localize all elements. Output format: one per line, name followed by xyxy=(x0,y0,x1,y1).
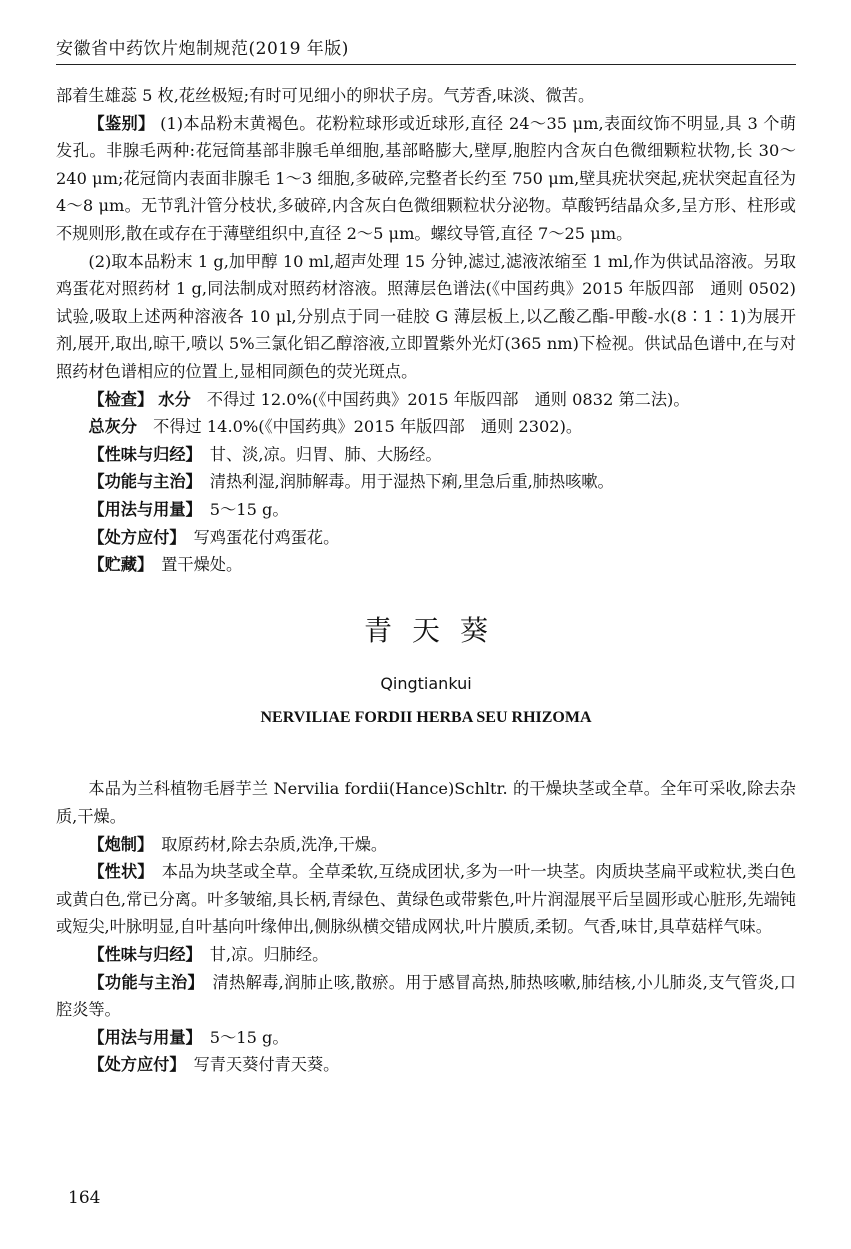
prev-description-tail: 部着生雄蕊 5 枚,花丝极短;有时可见细小的卵状子房。气芳香,味淡、微苦。 xyxy=(56,86,595,105)
prev-identification-1 xyxy=(56,110,796,248)
section-label: 【性状】 xyxy=(88,862,146,882)
entry-title: 青天葵 xyxy=(363,613,508,647)
section-text: 写青天葵付青天葵。 xyxy=(193,1055,340,1075)
section-label: 【用法与用量】 xyxy=(88,499,194,519)
entry-usage xyxy=(56,1024,796,1052)
section-text: 清热解毒,润肺止咳,散瘀。用于感冒高热,肺热咳嗽,肺结核,小儿肺炎,支气管炎,口腔炎等。 xyxy=(56,972,796,1020)
section-text: 写鸡蛋花付鸡蛋花。 xyxy=(193,527,340,547)
section-label: 【用法与用量】 xyxy=(88,1027,194,1047)
entry-characters xyxy=(56,858,796,941)
section-label: 【鉴别】 xyxy=(88,113,155,133)
entry-nature xyxy=(56,941,796,969)
prev-usage xyxy=(56,496,796,524)
prev-storage xyxy=(56,551,796,579)
entry-prescription xyxy=(56,1051,796,1079)
page-number: 164 xyxy=(68,1188,101,1208)
page-content xyxy=(56,82,796,1079)
section-label: 【处方应付】 xyxy=(88,527,178,547)
prev-nature xyxy=(56,441,796,469)
prev-prescription xyxy=(56,524,796,552)
ash-label: 总灰分 xyxy=(88,417,137,437)
entry-latin-name: NERVILIAE FORDII HERBA SEU RHIZOMA xyxy=(260,708,592,726)
entry-title-block xyxy=(56,613,796,732)
section-label: 【检查】 xyxy=(88,389,154,409)
section-text: 甘、淡,凉。归胃、肺、大肠经。 xyxy=(209,444,442,464)
section-text: 5～15 g。 xyxy=(209,1027,289,1047)
prev-identification-2: (2)取本品粉末 1 g,加甲醇 10 ml,超声处理 15 分钟,滤过,滤液浓缩至 1 ml,作为供试品溶液。另取鸡蛋花对照药材 1 g,同法制成对照药材溶液。照薄层色谱法(《中国药典》2015 年版四部 通则 0502)试验,吸取上述两种溶液各 10 μl,分别点于同一硅胶 G 薄层板上,以乙酸乙酯-甲酸-水(8∶1∶1)为展开剂,展开,取出,晾干,喷以 5%三氯化铝乙醇溶液,立即置紫外光灯(365 nm)下检视。供试品色谱中,在与对照药材色谱相应的位置上,显相同颜色的荧光斑点。 xyxy=(56,251,796,381)
section-text: (1)本品粉末黄褐色。花粉粒球形或近球形,直径 24～35 μm,表面纹饰不明显,具 3 个萌发孔。非腺毛两种:花冠筒基部非腺毛单细胞,基部略膨大,壁厚,胞腔内含灰白色微细颗粒状物,长 30～240 μm;花冠筒内表面非腺毛 1～3 细胞,多破碎,完整者长约至 750 μm,壁具疣状突起,疣状突起直径为 4～8 μm。无节乳汁管分枝状,多破碎,内含灰白色微细颗粒状分泌物。草酸钙结晶众多,呈方形、柱形或不规则形,散在或存在于薄壁组织中,直径 2～5 μm。螺纹导管,直径 7～25 μm。 xyxy=(56,113,796,243)
prev-inspection-ash xyxy=(56,413,796,441)
section-label: 【炮制】 xyxy=(88,834,146,854)
section-text: 甘,凉。归肺经。 xyxy=(209,945,329,965)
section-label: 【性味与归经】 xyxy=(88,945,194,965)
entry-function xyxy=(56,969,796,1024)
section-label: 【功能与主治】 xyxy=(88,472,194,492)
entry-pinyin: Qingtiankui xyxy=(380,674,472,694)
ash-text: 不得过 14.0%(《中国药典》2015 年版四部 通则 2302)。 xyxy=(153,417,583,437)
section-label: 【性味与归经】 xyxy=(88,444,194,464)
entry-processing xyxy=(56,831,796,859)
moisture-text: 不得过 12.0%(《中国药典》2015 年版四部 通则 0832 第二法)。 xyxy=(206,389,690,409)
running-header: 安徽省中药饮片炮制规范(2019 年版) xyxy=(56,39,349,59)
section-text: 置干燥处。 xyxy=(161,555,243,575)
moisture-label: 水分 xyxy=(158,389,191,409)
prev-inspection xyxy=(56,386,796,414)
section-text: 清热利湿,润肺解毒。用于湿热下痢,里急后重,肺热咳嗽。 xyxy=(209,472,614,492)
section-text: 取原药材,除去杂质,洗净,干燥。 xyxy=(161,834,388,854)
section-label: 【处方应付】 xyxy=(88,1055,178,1075)
section-text: 5～15 g。 xyxy=(209,499,289,519)
section-text: 本品为块茎或全草。全草柔软,互绕成团状,多为一叶一块茎。肉质块茎扁平或粒状,类白色或黄白色,常已分离。叶多皱缩,具长柄,青绿色、黄绿色或带紫色,叶片润湿展平后呈圆形或心脏形,先端钝或短尖,叶脉明显,自叶基向叶缘伸出,侧脉纵横交错成网状,叶片膜质,柔韧。气香,味甘,具草菇样气味。 xyxy=(56,862,796,937)
prev-function xyxy=(56,468,796,496)
section-label: 【功能与主治】 xyxy=(88,972,196,992)
header-rule xyxy=(56,64,796,65)
section-label: 【贮藏】 xyxy=(88,555,146,575)
entry-intro: 本品为兰科植物毛唇芋兰 Nervilia fordii(Hance)Schltr. 的干燥块茎或全草。全年可采收,除去杂质,干燥。 xyxy=(56,779,796,827)
